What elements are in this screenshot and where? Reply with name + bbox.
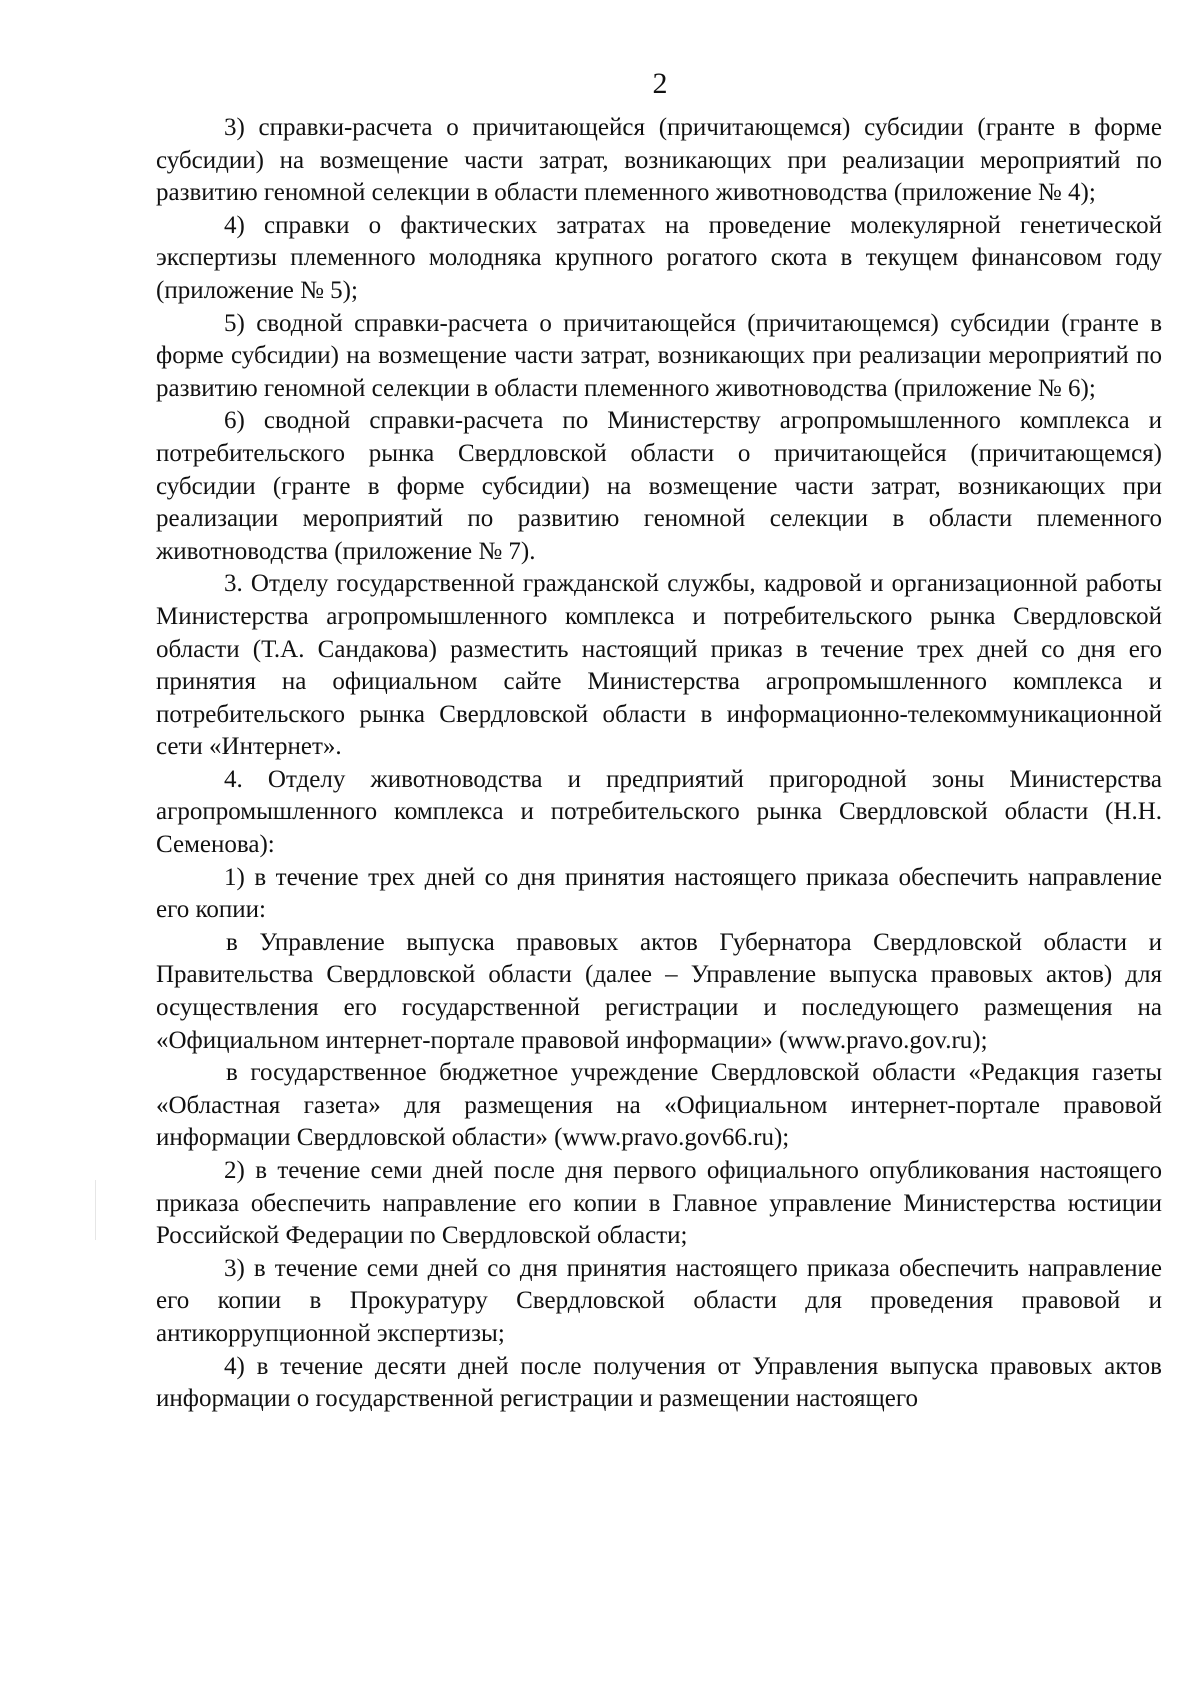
- paragraph-subitem-2-justice-ministry: 2) в течение семи дней после дня первого официального опубликования настоящего приказа обеспечить направление его копии в Главное управление Министерства юстиции Российской Федерации по Свердловской области;: [156, 1157, 1162, 1250]
- paragraph-subitem-1-send-copies: 1) в течение трех дней со дня принятия настоящего приказа обеспечить направление его копии:: [156, 863, 1162, 924]
- paragraph-legal-acts-department: в Управление выпуска правовых актов Губернатора Свердловской области и Правительства Свердловской области (далее – Управление выпуска правовых актов) для осуществления его государственной регистрации и последующего размещения на «Официальном интернет-портале правовой информации» (www.pravo.gov.ru);: [156, 928, 1162, 1054]
- document-body: [156, 112, 1162, 1416]
- paragraph-item-4-actual-costs-reference: 4) справки о фактических затратах на проведение молекулярной генетической экспертизы племенного молодняка крупного рогатого скота в текущем финансовом году (приложение № 5);: [156, 211, 1162, 304]
- paragraph-subitem-3-prosecutor: 3) в течение семи дней со дня принятия настоящего приказа обеспечить направление его копии в Прокуратуру Свердловской области для проведения правовой и антикоррупционной экспертизы;: [156, 1254, 1162, 1347]
- paragraph-clause-4-livestock-department: 4. Отделу животноводства и предприятий пригородной зоны Министерства агропромышленного комплекса и потребительского рынка Свердловской области (Н.Н. Семенова):: [156, 765, 1162, 859]
- paragraph-regional-newspaper: в государственное бюджетное учреждение Свердловской области «Редакция газеты «Областная газета» для размещения на «Официальном интернет-портале правовой информации Свердловской области» (www.pravo.gov66.ru);: [156, 1059, 1162, 1152]
- paragraph-item-5-summary-calculation: 5) сводной справки-расчета о причитающейся (причитающемся) субсидии (гранте в форме субсидии) на возмещение части затрат, возникающих при реализации мероприятий по развитию геномной селекции в области племенного животноводства (приложение № 6);: [156, 309, 1162, 402]
- paragraph-item-6-ministry-summary: 6) сводной справки-расчета по Министерству агропромышленного комплекса и потребительского рынка Свердловской области о причитающейся (причитающемся) субсидии (гранте в форме субсидии) на возмещение части затрат, возникающих при реализации мероприятий по развитию геномной селекции в области племенного животноводства (приложение № 7).: [156, 407, 1162, 565]
- scan-margin-mark: [95, 1180, 96, 1240]
- paragraph-item-3-reference-calculation: 3) справки-расчета о причитающейся (причитающемся) субсидии (гранте в форме субсидии) на возмещение части затрат, возникающих при реализации мероприятий по развитию геномной селекции в области племенного животноводства (приложение № 4);: [156, 114, 1162, 207]
- paragraph-clause-3-publication: 3. Отделу государственной гражданской службы, кадровой и организационной работы Министерства агропромышленного комплекса и потребительского рынка Свердловской области (Т.А. Сандакова) разместить настоящий приказ в течение трех дней со дня его принятия на официальном сайте Министерства агропромышленного комплекса и потребительского рынка Свердловской области в информационно-телекоммуникационной сети «Интернет».: [156, 570, 1162, 761]
- paragraph-subitem-4-registration-info: 4) в течение десяти дней после получения от Управления выпуска правовых актов информации о государственной регистрации и размещении настоящего: [156, 1352, 1162, 1413]
- page-number: 2: [652, 67, 668, 100]
